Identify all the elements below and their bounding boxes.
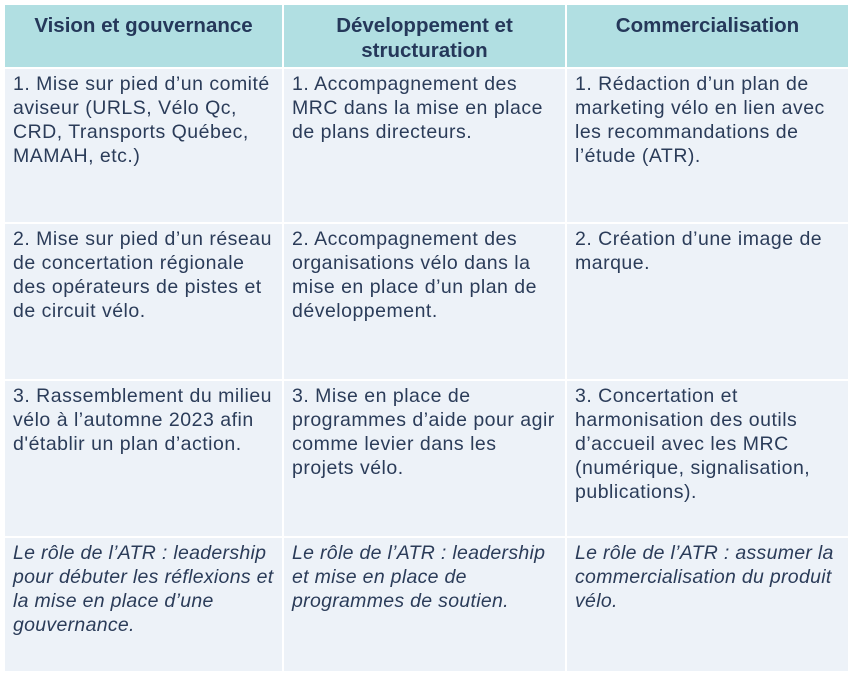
table-cell: 1. Mise sur pied d’un comité aviseur (URLS, Vélo Qc, CRD, Transports Québec, MAMAH, etc.): [4, 68, 283, 223]
table-cell: 3. Rassemblement du milieu vélo à l’automne 2023 afin d'établir un plan d’action.: [4, 380, 283, 537]
table-cell: 2. Accompagnement des organisations vélo dans la mise en place d’un plan de développement.: [283, 223, 566, 380]
table-cell: 1. Accompagnement des MRC dans la mise en place de plans directeurs.: [283, 68, 566, 223]
table-row: [4, 223, 849, 380]
table-row: [4, 68, 849, 223]
header-vision-gouvernance: Vision et gouvernance: [4, 4, 283, 68]
header-developpement-structuration: Développement et structuration: [283, 4, 566, 68]
header-row: [4, 4, 849, 68]
table-cell: 2. Création d’une image de marque.: [566, 223, 849, 380]
table-cell: 1. Rédaction d’un plan de marketing vélo en lien avec les recommandations de l’étude (ATR).: [566, 68, 849, 223]
table-cell: 3. Mise en place de programmes d’aide pour agir comme levier dans les projets vélo.: [283, 380, 566, 537]
table-cell: 2. Mise sur pied d’un réseau de concertation régionale des opérateurs de pistes et de circuit vélo.: [4, 223, 283, 380]
strategy-table: [3, 3, 850, 673]
header-commercialisation: Commercialisation: [566, 4, 849, 68]
table-cell: 3. Concertation et harmonisation des outils d’accueil avec les MRC (numérique, signalisation, publications).: [566, 380, 849, 537]
table-row: [4, 380, 849, 537]
atr-role-cell: Le rôle de l’ATR : leadership et mise en place de programmes de soutien.: [283, 537, 566, 672]
atr-role-row: [4, 537, 849, 672]
atr-role-cell: Le rôle de l’ATR : assumer la commercialisation du produit vélo.: [566, 537, 849, 672]
atr-role-cell: Le rôle de l’ATR : leadership pour débuter les réflexions et la mise en place d’une gouvernance.: [4, 537, 283, 672]
